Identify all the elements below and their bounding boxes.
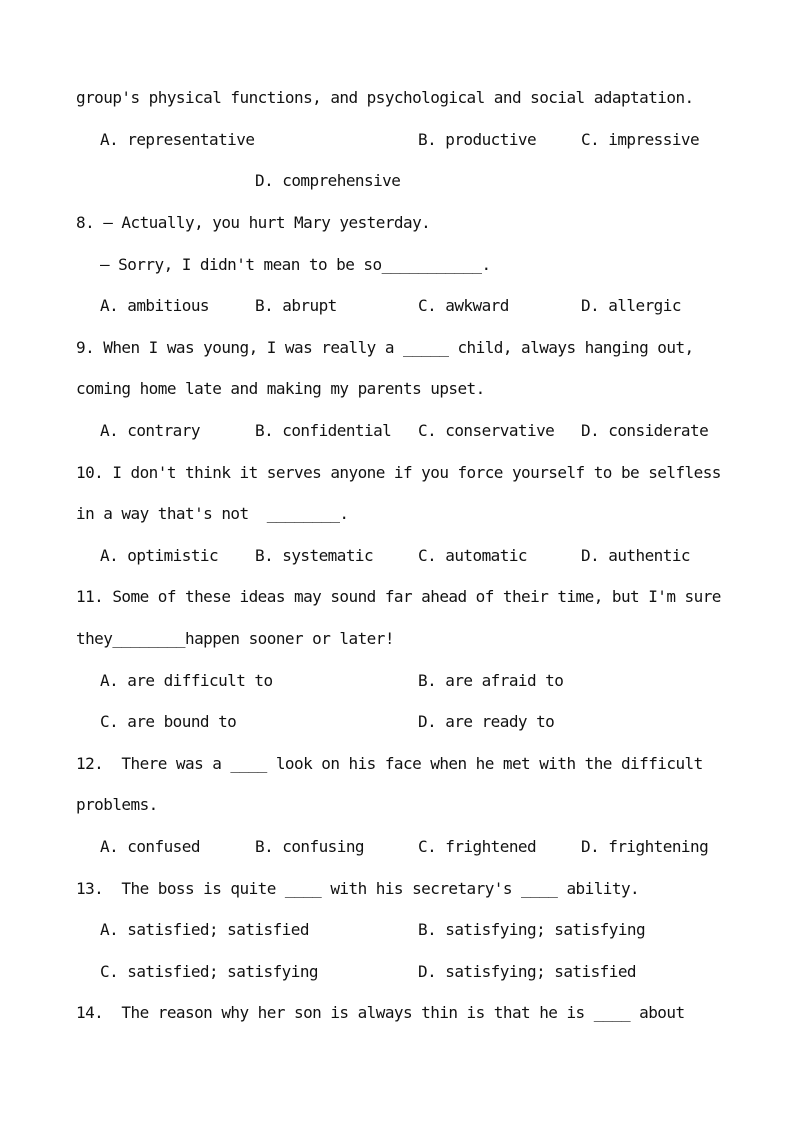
q13-option-c: C. satisfied; satisfying [100, 962, 318, 981]
q8-option-b: B. abrupt [255, 296, 337, 315]
q8-option-d: D. allergic [581, 296, 681, 315]
q11-option-a: A. are difficult to [100, 671, 273, 690]
q11-option-b: B. are afraid to [418, 671, 564, 690]
q9-stem-line2: coming home late and making my parents upset. [76, 379, 485, 398]
q9-option-a: A. contrary [100, 421, 200, 440]
q11-stem-line2: they________happen sooner or later! [76, 629, 394, 648]
q10-option-c: C. automatic [418, 546, 527, 565]
q12-stem-line1: 12. There was a ____ look on his face when he met with the difficult [76, 754, 703, 773]
q10-option-a: A. optimistic [100, 546, 219, 565]
q11-option-d: D. are ready to [418, 712, 555, 731]
q11-stem-line1: 11. Some of these ideas may sound far ahead of their time, but I'm sure [76, 587, 721, 606]
q8-stem-line1: 8. — Actually, you hurt Mary yesterday. [76, 213, 431, 232]
q9-option-c: C. conservative [418, 421, 555, 440]
q12-option-d: D. frightening [581, 837, 709, 856]
q8-stem-line2: — Sorry, I didn't mean to be so___________. [100, 255, 491, 274]
q7-option-b: B. productive [418, 130, 537, 149]
q10-stem-line2: in a way that's not ________. [76, 504, 349, 523]
q11-option-c: C. are bound to [100, 712, 237, 731]
q13-stem-line1: 13. The boss is quite ____ with his secretary's ____ ability. [76, 879, 640, 898]
q7-option-c: C. impressive [581, 130, 700, 149]
q8-option-a: A. ambitious [100, 296, 209, 315]
q10-stem-line1: 10. I don't think it serves anyone if you force yourself to be selfless [76, 463, 721, 482]
q13-option-a: A. satisfied; satisfied [100, 920, 309, 939]
q12-stem-line2: problems. [76, 795, 158, 814]
q10-option-d: D. authentic [581, 546, 690, 565]
q7-option-a: A. representative [100, 130, 255, 149]
q13-option-d: D. satisfying; satisfied [418, 962, 636, 981]
q13-option-b: B. satisfying; satisfying [418, 920, 646, 939]
q12-option-c: C. frightened [418, 837, 537, 856]
q9-stem-line1: 9. When I was young, I was really a _____ child, always hanging out, [76, 338, 694, 357]
q9-option-d: D. considerate [581, 421, 709, 440]
q9-option-b: B. confidential [255, 421, 392, 440]
q12-option-b: B. confusing [255, 837, 364, 856]
q8-option-c: C. awkward [418, 296, 509, 315]
q7-stem-continuation: group's physical functions, and psychological and social adaptation. [76, 88, 694, 107]
q10-option-b: B. systematic [255, 546, 374, 565]
q7-option-d: D. comprehensive [255, 171, 401, 190]
q14-stem-line1: 14. The reason why her son is always thin is that he is ____ about [76, 1003, 685, 1022]
q12-option-a: A. confused [100, 837, 200, 856]
